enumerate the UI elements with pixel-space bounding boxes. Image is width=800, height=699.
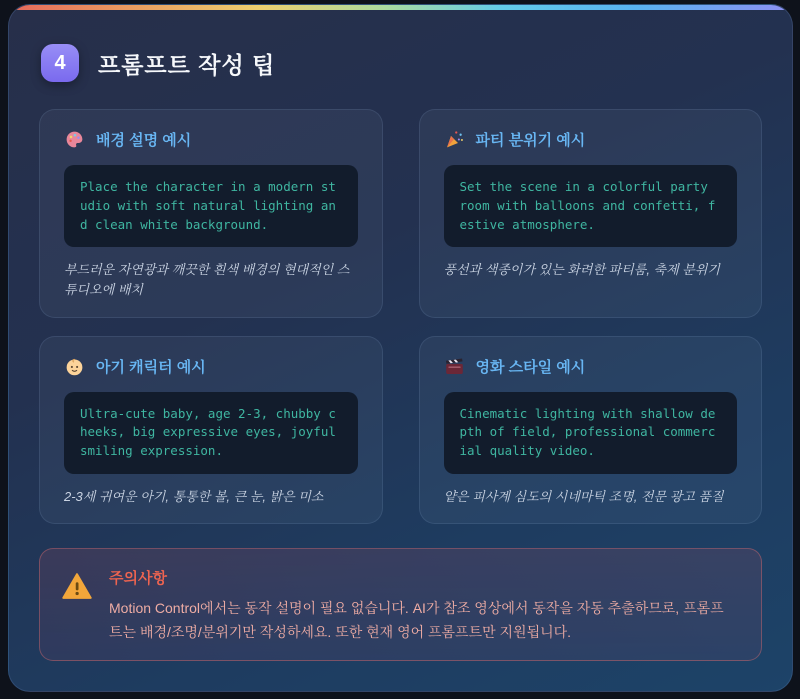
prompt-translation: 부드러운 자연광과 깨끗한 흰색 배경의 현대적인 스튜디오에 배치 [64,262,350,298]
prompt-code-block: Cinematic lighting with shallow depth of field, professional commercial quality video. [444,392,738,474]
card-header [444,129,738,150]
caution-text: Motion Control에서는 동작 설명이 필요 없습니다. AI가 참조 영상에서 동작을 자동 추출하므로, 프롬프트는 배경/조명/분위기만 작성하세요. 또한 현재 영어 프롬프트만 지원됩니다. [109,599,724,640]
card-background-example [39,109,383,318]
card-title: 영화 스타일 예시 [475,358,586,376]
palette-icon [64,129,85,150]
prompt-translation: 얕은 피사계 심도의 시네마틱 조명, 전문 광고 품질 [443,488,724,504]
caution-body [109,564,737,645]
section-header [41,44,762,82]
card-header [444,356,738,377]
section-number-badge: 4 [41,44,79,82]
prompt-code-block: Ultra-cute baby, age 2-3, chubby cheeks, big expressive eyes, joyful smiling expression. [64,392,358,474]
example-cards-grid [39,109,762,524]
card-title: 배경 설명 예시 [96,132,192,149]
prompt-code-block: Place the character in a modern studio with soft natural lighting and clean white background. [64,165,358,247]
card-cinema-example [419,336,763,524]
panel-content [9,10,792,677]
card-title: 아기 캐릭터 예시 [96,358,206,376]
page-title: 프롬프트 작성 팁 [98,51,276,78]
card-header [64,356,358,377]
prompt-translation: 풍선과 색종이가 있는 화려한 파티룸, 축제 분위기 [443,262,720,278]
prompt-code-block: Set the scene in a colorful party room with balloons and confetti, festive atmosphere. [444,165,738,247]
party-popper-icon [444,129,465,150]
card-title: 파티 분위기 예시 [475,132,586,149]
caution-callout [39,548,762,661]
warning-icon [62,572,92,600]
card-baby-example [39,336,383,524]
card-header [64,129,358,150]
clapperboard-icon [444,356,465,377]
baby-icon [64,356,85,377]
prompt-translation: 2-3세 귀여운 아기, 통통한 볼, 큰 눈, 밝은 미소 [64,488,324,504]
main-panel [8,4,793,692]
caution-title: 주의사항 [109,569,167,587]
card-party-example [419,109,763,318]
